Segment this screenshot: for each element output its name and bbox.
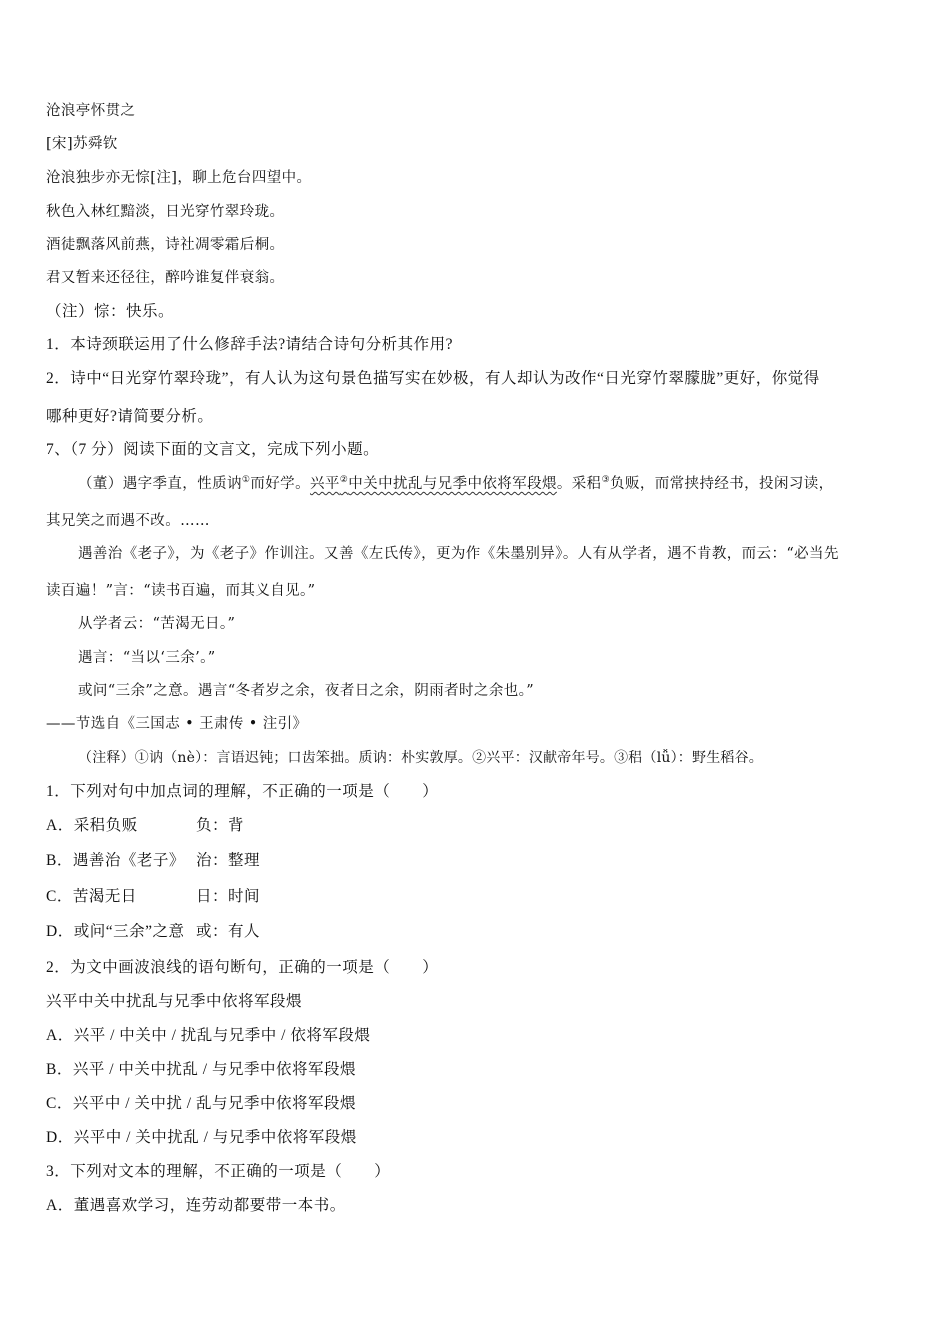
- question-2-stem: 2．为文中画波浪线的语句断句，正确的一项是（ ）: [46, 959, 439, 976]
- passage-paragraph-1: [78, 474, 834, 494]
- question-1-option-d: [46, 922, 260, 942]
- poem-question-1: 1．本诗颈联运用了什么修辞手法?请结合诗句分析其作用?: [46, 336, 454, 353]
- question-2-option-d: D．兴平中 / 关中扰乱 / 与兄季中依将军段煨: [46, 1129, 357, 1146]
- section-heading: 7、（7 分）阅读下面的文言文，完成下列小题。: [46, 441, 380, 458]
- question-1-option-c: [46, 887, 260, 907]
- question-2-option-c: C．兴平中 / 关中扰 / 乱与兄季中依将军段煨: [46, 1095, 356, 1112]
- passage-text: 而好学。: [250, 476, 310, 492]
- option-explain: 日：时间: [196, 888, 261, 905]
- option-label: A．采稆负贩: [46, 817, 138, 834]
- wavy-underlined-sentence: [310, 476, 557, 492]
- poem-title: 沧浪亭怀贯之: [46, 103, 136, 119]
- question-1-option-a: [46, 816, 244, 836]
- poem-author: [宋]苏舜钦: [46, 136, 118, 152]
- wavy-text: 中关中扰乱与兄季中依将军段煨: [348, 476, 557, 492]
- question-1-stem: 1．下列对句中加点词的理解，不正确的一项是（ ）: [46, 783, 439, 800]
- question-2-sentence: 兴平中关中扰乱与兄季中依将军段煨: [46, 993, 303, 1010]
- passage-paragraph-4: 遇言：“当以‘三余’。”: [78, 650, 216, 666]
- footnote-mark: ②: [339, 475, 349, 486]
- poem-line: 君又暂来还径往，醉吟谁复伴衰翁。: [46, 270, 285, 286]
- poem-question-2: 2．诗中“日光穿竹翠玲珑”，有人认为这句景色描写实在妙极，有人却认为改作“日光穿竹翠朦胧”更好，你觉得: [46, 370, 820, 387]
- poem-line: 沧浪独步亦无悰[注]，聊上危台四望中。: [46, 170, 312, 186]
- question-1-option-b: [46, 851, 260, 871]
- footnote-mark: ①: [241, 475, 251, 486]
- passage-paragraph-2-cont: 读百遍！”言：“读书百遍，而其义自见。”: [46, 583, 316, 599]
- question-3-option-a: A．董遇喜欢学习，连劳动都要带一本书。: [46, 1197, 346, 1214]
- option-explain: 治：整理: [196, 852, 261, 869]
- question-3-stem: 3．下列对文本的理解，不正确的一项是（ ）: [46, 1163, 391, 1180]
- passage-text: （董）遇字季直，性质讷: [78, 476, 242, 492]
- option-label: D．或问“三余”之意: [46, 923, 185, 940]
- passage-text: 负贩，而常挟持经书，投闲习读，: [610, 476, 834, 492]
- question-2-option-a: A．兴平 / 中关中 / 扰乱与兄季中 / 依将军段煨: [46, 1027, 371, 1044]
- option-explain: 负：背: [196, 817, 245, 834]
- poem-note: （注）悰：快乐。: [46, 303, 175, 320]
- option-label: C．苦渴无日: [46, 888, 137, 905]
- passage-paragraph-2: 遇善治《老子》，为《老子》作训注。又善《左氏传》，更为作《朱墨别异》。人有从学者，遇不肯教，而云：“必当先: [78, 546, 839, 562]
- passage-source: ——节选自《三国志 • 王肃传 • 注引》: [46, 716, 308, 732]
- poem-question-2-cont: 哪种更好?请简要分析。: [46, 408, 214, 425]
- passage-text: 。采稆: [556, 476, 602, 492]
- question-2-option-b: B．兴平 / 中关中扰乱 / 与兄季中依将军段煨: [46, 1061, 356, 1078]
- poem-line: 秋色入林红黯淡，日光穿竹翠玲珑。: [46, 204, 285, 220]
- wavy-text: 兴平: [309, 476, 340, 492]
- option-explain: 或：有人: [196, 923, 261, 940]
- passage-notes: （注释）①讷（nè）：言语迟钝；口齿笨拙。质讷：朴实敦厚。②兴平：汉献帝年号。③稆（lǚ）：野生稻谷。: [78, 750, 763, 766]
- passage-paragraph-3: 从学者云：“苦渴无日。”: [78, 616, 236, 632]
- option-label: B．遇善治《老子》: [46, 852, 185, 869]
- passage-paragraph-1-cont: 其兄笑之而遇不改。……: [46, 513, 210, 529]
- footnote-mark: ③: [601, 475, 611, 486]
- passage-paragraph-5: 或问“三余”之意。遇言“冬者岁之余，夜者日之余，阴雨者时之余也。”: [78, 683, 535, 699]
- poem-line: 酒徒飘落风前燕，诗社凋零霜后桐。: [46, 237, 285, 253]
